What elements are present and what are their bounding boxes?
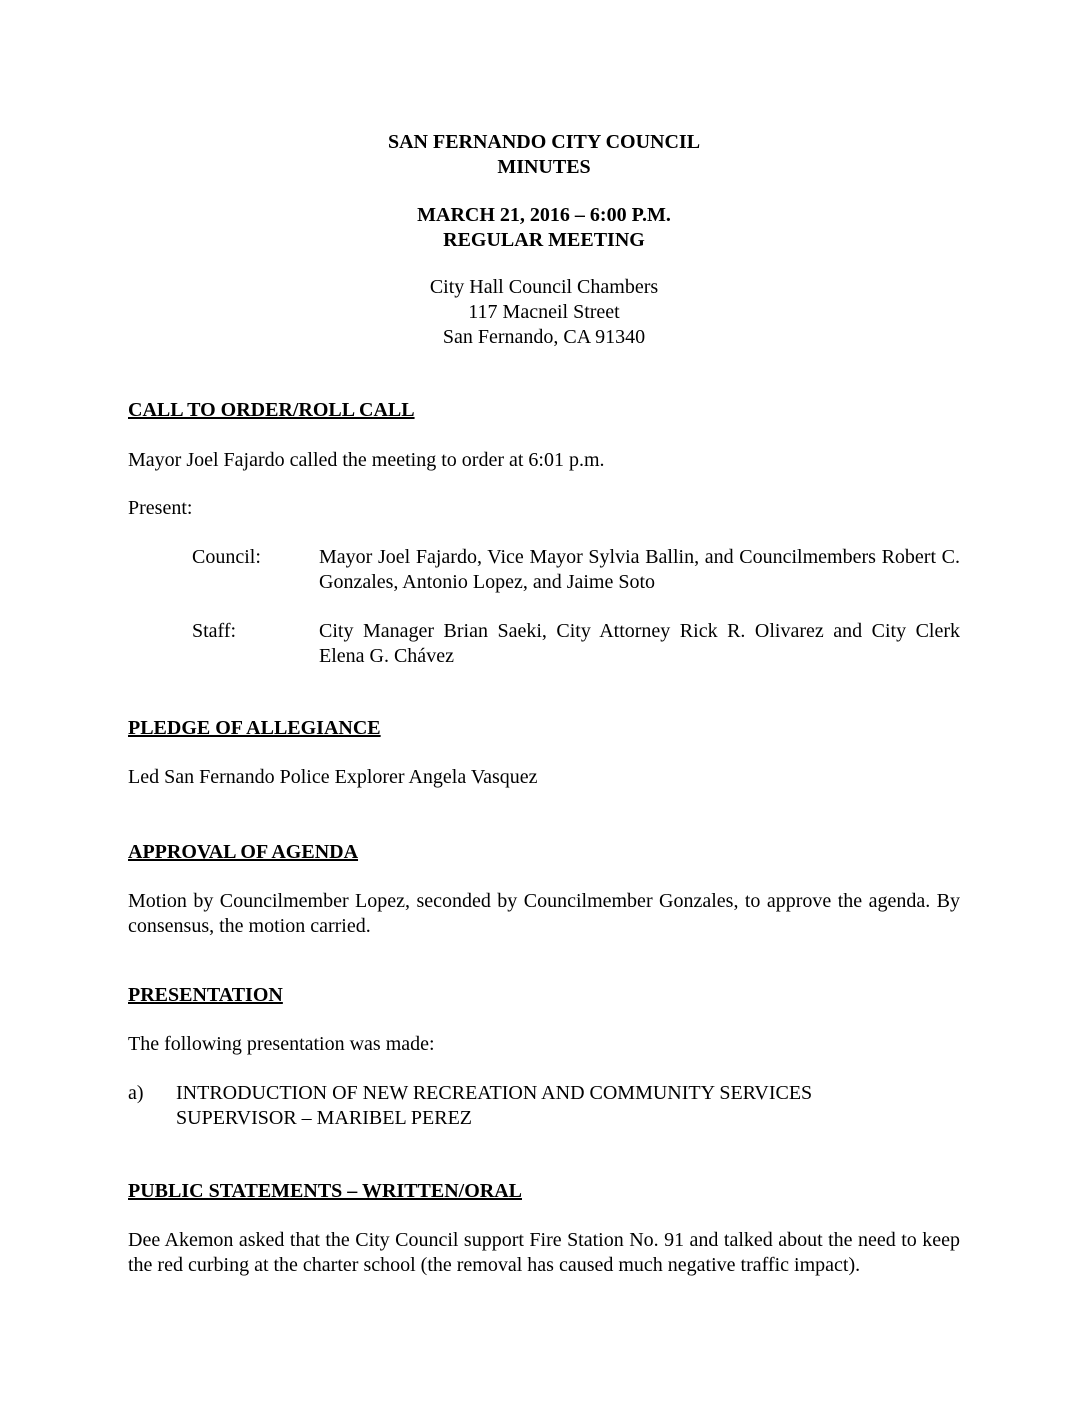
meeting-date: MARCH 21, 2016 – 6:00 P.M. (417, 204, 671, 226)
location-line-1: City Hall Council Chambers (429, 276, 659, 298)
call-to-order-text: Mayor Joel Fajardo called the meeting to order at 6:01 p.m. (128, 449, 605, 471)
public-statements-heading: PUBLIC STATEMENTS – WRITTEN/ORAL (128, 1180, 522, 1202)
agenda-heading: APPROVAL OF AGENDA (128, 841, 359, 863)
location-block (128, 275, 960, 350)
public-statements-text: Dee Akemon asked that the City Council support Fire Station No. 91 and talked about the need to keep the red curbing at the charter school (the removal has caused much negative traffic impact). (128, 1229, 960, 1276)
agenda-text: Motion by Councilmember Lopez, seconded by Councilmember Gonzales, to approve the agenda. By consensus, the motion carried. (128, 890, 960, 937)
meeting-info-block (128, 203, 960, 253)
presentation-item-line-1: INTRODUCTION OF NEW RECREATION AND COMMUNITY SERVICES (176, 1082, 813, 1104)
location-line-2: 117 Macneil Street (468, 301, 620, 323)
staff-members-text: City Manager Brian Saeki, City Attorney Rick R. Olivarez and City Clerk Elena G. Chávez (319, 620, 960, 667)
meeting-type: REGULAR MEETING (443, 229, 645, 251)
council-members-text: Mayor Joel Fajardo, Vice Mayor Sylvia Ballin, and Councilmembers Robert C. Gonzales, Antonio Lopez, and Jaime Soto (319, 546, 960, 593)
presentation-intro: The following presentation was made: (128, 1033, 435, 1055)
pledge-heading: PLEDGE OF ALLEGIANCE (128, 717, 381, 739)
title-block (128, 130, 960, 180)
presentation-item-marker: a) (128, 1082, 144, 1104)
pledge-text: Led San Fernando Police Explorer Angela Vasquez (128, 766, 538, 788)
document-type: MINUTES (497, 156, 591, 178)
call-to-order-heading: CALL TO ORDER/ROLL CALL (128, 399, 415, 421)
council-label: Council: (192, 546, 261, 568)
presentation-heading: PRESENTATION (128, 984, 283, 1006)
staff-label: Staff: (192, 620, 237, 642)
location-line-3: San Fernando, CA 91340 (442, 326, 646, 348)
present-label: Present: (128, 497, 193, 519)
presentation-item-line-2: SUPERVISOR – MARIBEL PEREZ (176, 1107, 473, 1129)
presentation-item (176, 1081, 960, 1131)
council-name: SAN FERNANDO CITY COUNCIL (387, 131, 701, 153)
